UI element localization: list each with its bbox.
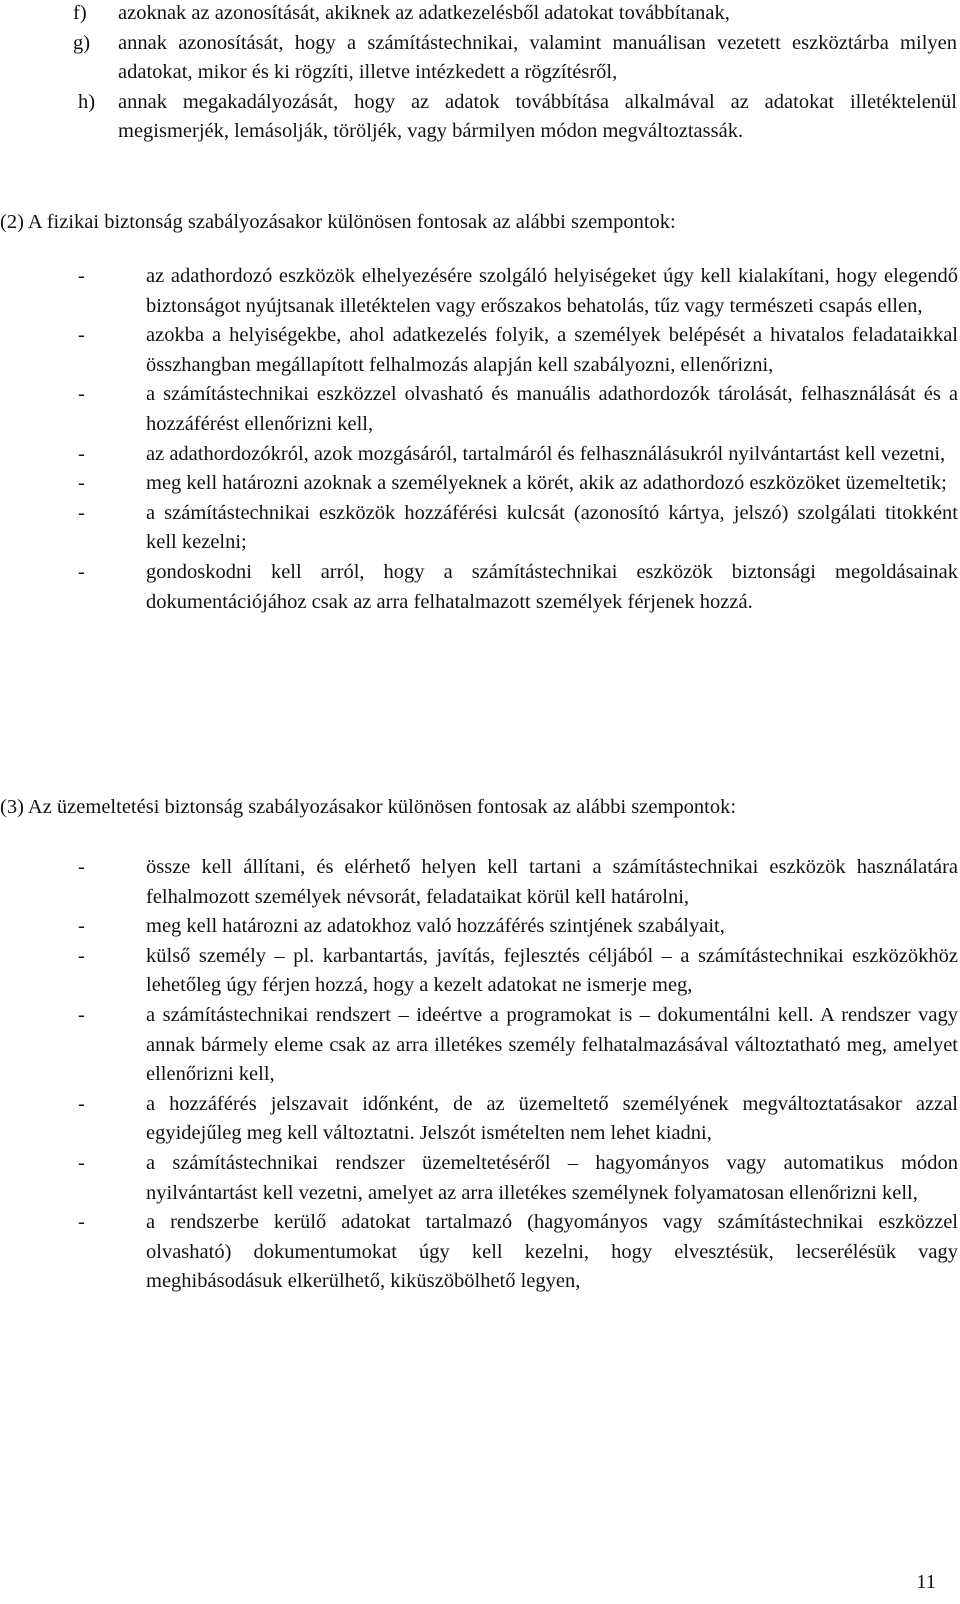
dash-marker: -	[78, 856, 85, 878]
list-marker: g)	[73, 31, 91, 54]
section-3-list	[78, 853, 958, 1297]
list-item-text: annak azonosítását, hogy a számítástechnikai, valamint manuálisan vezetett eszköztárba milyen adatokat, mikor és ki rögzíti, illetve intézkedett a rögzítésről,	[118, 31, 957, 84]
dash-marker: -	[78, 442, 85, 465]
list-item	[78, 380, 958, 439]
page-number: 11	[916, 1571, 936, 1593]
dash-marker: -	[78, 383, 85, 406]
list-item-text: gondoskodni kell arról, hogy a számítástechnikai eszközök biztonsági megoldásainak dokumentációjához csak az arra felhatalmazott személyek férjenek hozzá.	[146, 560, 958, 613]
list-item	[78, 1208, 958, 1297]
list-item	[78, 499, 958, 558]
list-item	[78, 469, 958, 499]
list-item-text: külső személy – pl. karbantartás, javítás, fejlesztés céljából – a számítástechnikai eszközökhöz lehetőleg úgy férjen hozzá, hogy a kezelt adatokat ne ismerje meg,	[146, 944, 958, 997]
section-2-list	[78, 262, 958, 617]
dash-marker: -	[78, 501, 85, 524]
list-marker: f)	[73, 2, 87, 24]
section-number: (3)	[0, 796, 24, 818]
list-item	[78, 1149, 958, 1208]
list-item	[78, 1001, 958, 1090]
list-item-text: a számítástechnikai eszközzel olvasható és manuális adathordozók tárolását, felhasználását és a hozzáférést ellenőrizni kell,	[146, 383, 958, 435]
list-item-text: meg kell határozni azoknak a személyeknek a körét, akik az adathordozó eszközöket üzemeltetik;	[146, 472, 947, 495]
list-item	[73, 0, 957, 29]
list-item	[80, 88, 957, 147]
list-item	[78, 853, 958, 912]
dash-marker: -	[78, 265, 85, 287]
list-item-text: azoknak az azonosítását, akiknek az adatkezelésből adatokat továbbítanak,	[118, 2, 730, 24]
list-item	[78, 321, 958, 380]
dash-marker: -	[78, 944, 85, 967]
dash-marker: -	[78, 1092, 85, 1115]
list-item-text: a számítástechnikai rendszer üzemeltetéséről – hagyományos vagy automatikus módon nyilvántartást kell vezetni, amelyet az arra illetékes személynek folyamatosan ellenőrizni kell,	[146, 1151, 958, 1204]
dash-marker: -	[78, 1003, 85, 1026]
dash-marker: -	[78, 324, 85, 347]
list-item	[73, 29, 957, 88]
list-item-text: meg kell határozni az adatokhoz való hozzáférés szintjének szabályait,	[146, 915, 725, 938]
list-item	[78, 912, 958, 942]
section-intro-text: Az üzemeltetési biztonság szabályozásakor különösen fontosak az alábbi szempontok:	[27, 796, 737, 818]
section-2-intro	[0, 208, 957, 238]
dash-marker: -	[78, 472, 85, 495]
list-item-text: azokba a helyiségekbe, ahol adatkezelés folyik, a személyek belépését a hivatalos feladataikkal összhangban megállapított felhalmozás alapján kell szabályozni, ellenőrizni,	[146, 324, 958, 376]
list-item-text: a hozzáférés jelszavait időnként, de az üzemeltető személyének megváltoztatásakor azzal egyidejűleg meg kell változtatni. Jelszót ismételten nem lehet kiadni,	[146, 1092, 958, 1145]
section-number: (2)	[0, 211, 24, 233]
dash-marker: -	[78, 560, 85, 583]
section-3-intro	[0, 793, 957, 823]
dash-marker: -	[78, 915, 85, 938]
dash-marker: -	[78, 1211, 85, 1234]
list-item-text: a számítástechnikai rendszert – ideértve a programokat is – dokumentálni kell. A rendszer vagy annak bármely eleme csak az arra illetékes személy felhatalmazásával változtatható meg, amelyet ellenőrizni kell,	[146, 1003, 958, 1086]
list-item-text: az adathordozó eszközök elhelyezésére szolgáló helyiségeket úgy kell kialakítani, hogy elegendő biztonságot nyújtsanak illetéktelen vagy erőszakos behatolás, tűz vagy természeti csapás ellen,	[146, 265, 958, 317]
list-item	[78, 942, 958, 1001]
list-item-text: össze kell állítani, és elérhető helyen kell tartani a számítástechnikai eszközök használatára felhalmozott személyek névsorát, feladataikat körül kell határolni,	[146, 856, 958, 908]
list-item-text: annak megakadályozását, hogy az adatok továbbítása alkalmával az adatokat illetéktelenül megismerjék, lemásolják, töröljék, vagy bármilyen módon megváltoztassák.	[118, 90, 957, 143]
list-item	[78, 262, 958, 321]
list-item	[78, 558, 958, 617]
list-item-text: a számítástechnikai eszközök hozzáférési kulcsát (azonosító kártya, jelszó) szolgálati titokként kell kezelni;	[146, 501, 958, 554]
list-marker: h)	[78, 90, 96, 113]
list-item	[78, 1090, 958, 1149]
section-intro-text: A fizikai biztonság szabályozásakor különösen fontosak az alábbi szempontok:	[27, 211, 676, 233]
lettered-list	[73, 0, 957, 147]
list-item-text: a rendszerbe kerülő adatokat tartalmazó (hagyományos vagy számítástechnikai eszközzel olvasható) dokumentumokat úgy kell kezelni, hogy elvesztésük, lecserélésük vagy meghibásodásuk elkerülhető, kiküszöbölhető legyen,	[146, 1211, 958, 1293]
list-item-text: az adathordozókról, azok mozgásáról, tartalmáról és felhasználásukról nyilvántartást kell vezetni,	[146, 442, 946, 465]
dash-marker: -	[78, 1151, 85, 1174]
list-item	[78, 440, 958, 470]
